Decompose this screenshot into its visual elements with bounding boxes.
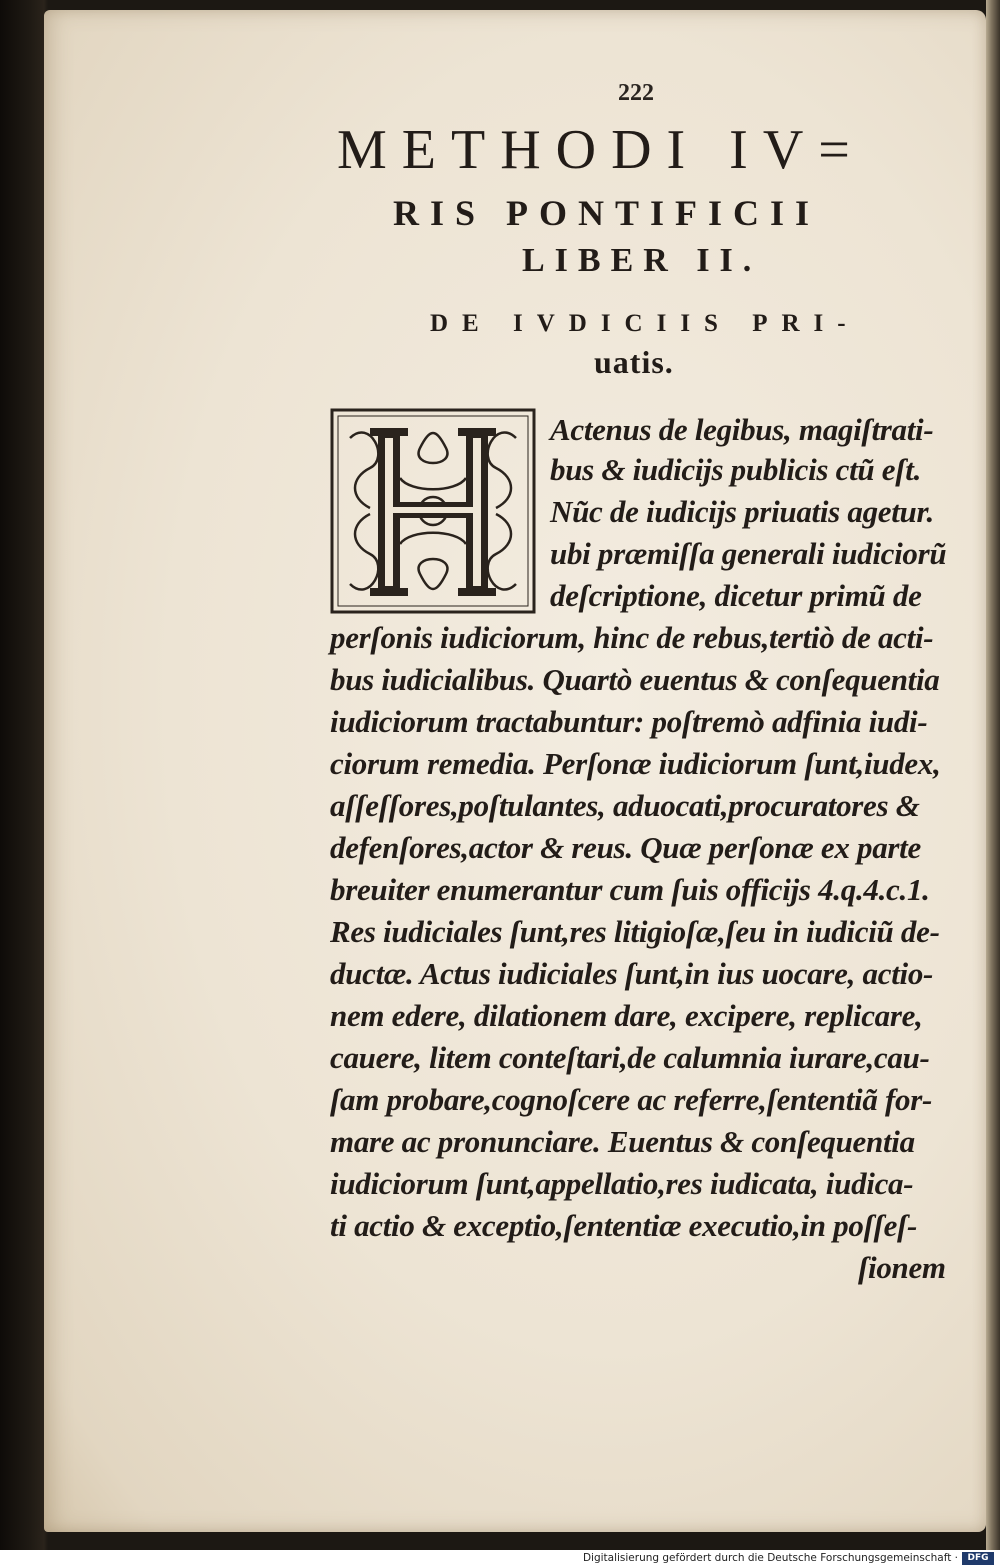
body-line: deſcriptione, dicetur primũ de bbox=[550, 578, 922, 613]
body-line: iudiciorum tractabuntur: poſtremò adfinia iudi- bbox=[330, 704, 928, 739]
dfg-logo-icon: DFG bbox=[962, 1552, 994, 1565]
body-line: Nũc de iudicijs priuatis agetur. bbox=[550, 494, 934, 529]
body-line: aſſeſſores,poſtulantes, aduocati,procuratores & bbox=[330, 788, 920, 823]
body-line: ductæ. Actus iudiciales ſunt,in ius uocare, actio- bbox=[330, 956, 934, 991]
page-edge bbox=[986, 0, 1000, 1550]
body-line: ſam probare,cognoſcere ac referre,ſententiã for- bbox=[330, 1082, 933, 1117]
footer-credit: Digitalisierung gefördert durch die Deutsche Forschungsgemeinschaft · bbox=[582, 1552, 958, 1564]
body-line: iudiciorum ſunt,appellatio,res iudicata, iudica- bbox=[330, 1166, 914, 1201]
title-line-3: LIBER II. bbox=[522, 242, 762, 279]
body-line: perſonis iudiciorum, hinc de rebus,tertiò de acti- bbox=[330, 620, 934, 655]
body-line: ciorum remedia. Perſonæ iudiciorum ſunt,iudex, bbox=[330, 746, 941, 781]
decorated-initial-h-icon bbox=[330, 408, 536, 614]
catchword: ſionem bbox=[858, 1250, 946, 1285]
body-line: ti actio & exceptio,ſententiæ executio,in poſſeſ- bbox=[330, 1208, 918, 1243]
title-line-1: METHODI IV= bbox=[337, 119, 865, 181]
title-line-2: RIS PONTIFICII bbox=[393, 193, 821, 233]
body-line: mare ac pronunciare. Euentus & conſequentia bbox=[330, 1124, 915, 1159]
body-line: bus iudicialibus. Quartò euentus & conſequentia bbox=[330, 662, 940, 697]
body-line: Res iudiciales ſunt,res litigioſæ,ſeu in iudiciũ de- bbox=[330, 914, 940, 949]
body-line: bus & iudicijs publicis ctũ eſt. bbox=[550, 452, 922, 487]
body-line: defenſores,actor & reus. Quæ perſonæ ex parte bbox=[330, 830, 921, 865]
page-number: 222 bbox=[618, 80, 654, 106]
body-line: Actenus de legibus, magiſtrati- bbox=[550, 412, 934, 447]
chapter-heading-line-2: uatis. bbox=[594, 344, 674, 380]
body-line: ubi præmiſſa generali iudiciorũ bbox=[550, 536, 947, 571]
body-line: nem edere, dilationem dare, excipere, replicare, bbox=[330, 998, 923, 1033]
body-line: cauere, litem conteſtari,de calumnia iurare,cau- bbox=[330, 1040, 930, 1075]
chapter-heading-line-1: DE IVDICIIS PRI- bbox=[430, 310, 860, 337]
body-line: breuiter enumerantur cum ſuis officijs 4.q.4.c.1. bbox=[330, 872, 930, 907]
